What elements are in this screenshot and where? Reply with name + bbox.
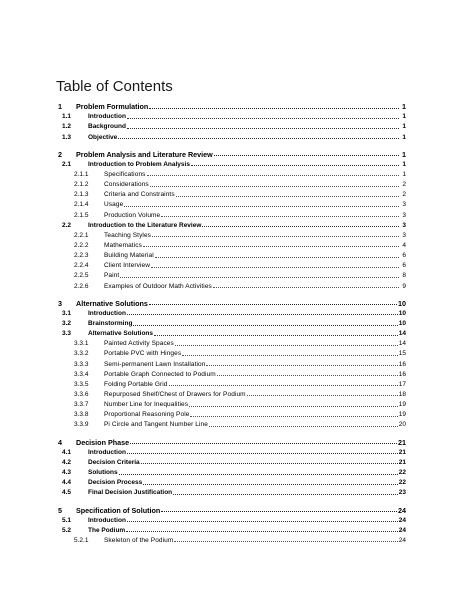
toc-entry-number: 5.1 xyxy=(56,518,88,525)
dot-leader xyxy=(130,443,397,444)
toc-entry-page-number: 10 xyxy=(398,320,406,327)
toc-entry[interactable] xyxy=(56,297,406,308)
toc-entry-label: Painted Activity Spaces xyxy=(104,340,174,348)
dot-leader xyxy=(127,453,398,454)
toc-entry-label: Portable PVC with Hinges xyxy=(104,350,182,358)
toc-entry-label: Final Decision Justification xyxy=(88,489,173,497)
toc-entry-page-number: 14 xyxy=(398,330,406,338)
toc-entry[interactable] xyxy=(56,348,406,358)
dot-leader xyxy=(152,236,399,237)
dot-leader xyxy=(191,165,399,166)
dot-leader xyxy=(151,267,399,268)
toc-entry-number: 2.1.5 xyxy=(56,213,104,220)
toc-entry[interactable] xyxy=(56,178,406,188)
toc-entry[interactable] xyxy=(56,270,406,280)
toc-entry-number: 3.3.5 xyxy=(56,382,104,389)
toc-entry-number: 3.3.7 xyxy=(56,402,104,409)
toc-entry[interactable] xyxy=(56,209,406,219)
toc-entry-page-number: 9 xyxy=(400,284,406,291)
toc-entry-number: 4.2 xyxy=(56,460,88,467)
dot-leader xyxy=(209,426,398,427)
toc-entry-page-number: 1 xyxy=(400,162,406,169)
toc-entry[interactable] xyxy=(56,219,406,229)
dot-leader xyxy=(214,155,399,156)
toc-entry-page-number: 3 xyxy=(400,233,406,240)
toc-entry-label: Repurposed Shelf/Chest of Drawers for Podium xyxy=(104,390,246,398)
toc-entry[interactable] xyxy=(56,456,406,466)
dot-leader xyxy=(149,108,399,109)
toc-entry-label: Introduction xyxy=(88,113,126,121)
dot-leader xyxy=(182,355,398,356)
dot-leader xyxy=(161,216,399,217)
toc-entry-page-number: 3 xyxy=(400,213,406,220)
toc-entry-label: Usage xyxy=(104,201,124,209)
toc-entry-number: 5 xyxy=(56,507,76,514)
toc-entry-page-number: 1 xyxy=(400,114,406,121)
dot-leader xyxy=(126,531,398,532)
toc-entry-number: 1.1 xyxy=(56,114,88,121)
toc-entry-page-number: 24 xyxy=(398,526,406,534)
toc-entry-label: Examples of Outdoor Math Activities xyxy=(104,282,212,290)
toc-entry-page-number: 17 xyxy=(398,380,406,388)
toc-entry[interactable] xyxy=(56,280,406,290)
toc-entry-number: 2.2.5 xyxy=(56,273,104,280)
toc-entry-label: The Podium xyxy=(88,526,126,534)
toc-entry-label: Number Line for Inequalities xyxy=(104,401,189,409)
toc-entry-page-number: 24 xyxy=(398,505,406,515)
toc-entry[interactable] xyxy=(56,121,406,131)
toc-entry-number: 2 xyxy=(56,151,76,158)
dot-leader xyxy=(190,416,397,417)
toc-entry[interactable] xyxy=(56,328,406,338)
toc-entry-label: Building Material xyxy=(104,252,154,260)
toc-entry-label: Production Volume xyxy=(104,211,161,219)
toc-entry-number: 1.3 xyxy=(56,135,88,142)
toc-entry-page-number: 8 xyxy=(400,273,406,280)
toc-entry-page-number: 2 xyxy=(400,182,406,189)
toc-entry-label: Portable Graph Connected to Podium xyxy=(104,370,216,378)
toc-entry[interactable] xyxy=(56,524,406,534)
dot-leader xyxy=(189,406,398,407)
dot-leader xyxy=(154,335,398,336)
toc-entry-number: 2.1.3 xyxy=(56,192,104,199)
toc-entry-number: 3.3.6 xyxy=(56,392,104,399)
dot-leader xyxy=(143,484,398,485)
toc-entry-number: 4.1 xyxy=(56,450,88,457)
toc-entry[interactable] xyxy=(56,307,406,317)
toc-entry[interactable] xyxy=(56,260,406,270)
toc-entry-number: 2.1.1 xyxy=(56,172,104,179)
toc-entry-page-number: 16 xyxy=(398,370,406,378)
toc-entry-number: 2.2 xyxy=(56,223,88,230)
toc-entry-number: 5.2 xyxy=(56,528,88,535)
toc-entry-page-number: 10 xyxy=(398,299,406,309)
toc-entry-number: 2.1.2 xyxy=(56,182,104,189)
toc-entry-page-number: 23 xyxy=(398,489,406,497)
toc-entry-page-number: 24 xyxy=(398,536,406,544)
toc-entry-number: 2.2.1 xyxy=(56,233,104,240)
toc-entry-label: Specifications xyxy=(104,170,146,178)
toc-entry-label: Semi-permanent Lawn Installation xyxy=(104,360,206,368)
toc-entry-page-number: 6 xyxy=(400,253,406,260)
toc-entry-number: 3.3.3 xyxy=(56,362,104,369)
toc-entry[interactable] xyxy=(56,368,406,378)
toc-entry-number: 3.3.8 xyxy=(56,412,104,419)
toc-entry-page-number: 10 xyxy=(398,309,406,317)
dot-leader xyxy=(127,521,398,522)
toc-entry-page-number: 20 xyxy=(398,421,406,429)
toc-entry[interactable] xyxy=(56,419,406,429)
dot-leader xyxy=(147,175,399,176)
toc-entry-number: 2.2.2 xyxy=(56,243,104,250)
toc-entry[interactable] xyxy=(56,338,406,348)
toc-entry[interactable] xyxy=(56,388,406,398)
toc-entry[interactable] xyxy=(56,168,406,178)
toc-entry[interactable] xyxy=(56,148,406,159)
toc-title: Table of Contents xyxy=(56,78,173,95)
toc-entry-label: Client Interview xyxy=(104,262,151,270)
toc-entry-number: 4.3 xyxy=(56,470,88,477)
dot-leader xyxy=(176,196,399,197)
toc-entry[interactable] xyxy=(56,503,406,514)
toc-entry-label: Introduction xyxy=(88,448,126,456)
toc-entry-label: Criteria and Constraints xyxy=(104,191,175,199)
toc-entry-number: 2.1.4 xyxy=(56,202,104,209)
dot-leader xyxy=(174,541,397,542)
dot-leader xyxy=(213,287,399,288)
toc-entry-page-number: 18 xyxy=(398,390,406,398)
toc-entry[interactable] xyxy=(56,189,406,199)
toc-entry-page-number: 4 xyxy=(400,243,406,250)
toc-entry-label: Brainstorming xyxy=(88,320,133,327)
toc-entry-page-number: 3 xyxy=(400,223,406,230)
toc-entry-label: Paint xyxy=(104,272,120,280)
dot-leader xyxy=(161,511,397,512)
toc-entry-label: Problem Formulation xyxy=(76,102,149,112)
toc-entry-label: Considerations xyxy=(104,181,149,189)
dot-leader xyxy=(169,385,398,386)
toc-entry-label: Objective xyxy=(88,133,118,141)
dot-leader xyxy=(127,314,398,315)
toc-entry-number: 3.3.1 xyxy=(56,341,104,348)
dot-leader xyxy=(150,186,399,187)
toc-entry-label: Alternative Solutions xyxy=(88,330,154,338)
toc-entry-label: Folding Portable Grid xyxy=(104,380,168,388)
toc-entry-label: Alternative Solutions xyxy=(76,299,148,309)
toc-entry[interactable] xyxy=(56,239,406,249)
dot-leader xyxy=(173,494,398,495)
toc-entry-label: Introduction xyxy=(88,309,126,317)
toc-entry-label: Teaching Styles xyxy=(104,231,152,239)
toc-entry-number: 1.2 xyxy=(56,124,88,131)
toc-entry[interactable] xyxy=(56,446,406,456)
toc-entry-page-number: 21 xyxy=(398,437,406,447)
dot-leader xyxy=(202,226,399,227)
toc-entry[interactable] xyxy=(56,534,406,544)
toc-entry[interactable] xyxy=(56,409,406,419)
dot-leader xyxy=(175,345,398,346)
toc-entry-number: 2.2.3 xyxy=(56,253,104,260)
dot-leader xyxy=(133,325,397,326)
dot-leader xyxy=(120,277,399,278)
dot-leader xyxy=(217,375,398,376)
toc-entry[interactable] xyxy=(56,317,406,327)
toc-entry-page-number: 21 xyxy=(398,458,406,466)
toc-entry-page-number: 21 xyxy=(398,448,406,456)
toc-entry-page-number: 14 xyxy=(398,340,406,348)
toc-entry[interactable] xyxy=(56,131,406,141)
toc-entry-label: Decision Criteria xyxy=(88,458,140,466)
toc-entry[interactable] xyxy=(56,487,406,497)
toc-entry[interactable] xyxy=(56,249,406,259)
toc-entry-label: Problem Analysis and Literature Review xyxy=(76,150,213,159)
toc-entry-page-number: 16 xyxy=(398,360,406,368)
toc-entry[interactable] xyxy=(56,158,406,168)
toc-entry-label: Solutions xyxy=(88,469,118,477)
toc-entry-label: Introduction to Problem Analysis xyxy=(88,160,190,168)
toc-entry-page-number: 19 xyxy=(398,401,406,409)
toc-entry[interactable] xyxy=(56,199,406,209)
dot-leader xyxy=(155,257,399,258)
dot-leader xyxy=(127,128,399,129)
toc-entry-number: 2.1 xyxy=(56,162,88,169)
toc-entry-number: 3.3.9 xyxy=(56,422,104,429)
toc-entry[interactable] xyxy=(56,229,406,239)
toc-entry-number: 4.5 xyxy=(56,490,88,497)
toc-entry-page-number: 19 xyxy=(398,411,406,419)
toc-entry-label: Specification of Solution xyxy=(76,505,161,515)
table-of-contents xyxy=(56,100,406,544)
toc-entry-page-number: 1 xyxy=(400,135,406,142)
toc-entry-page-number: 1 xyxy=(400,172,406,179)
toc-entry-label: Skeleton of the Podium xyxy=(104,536,174,544)
toc-entry-number: 2.2.6 xyxy=(56,284,104,291)
toc-entry-page-number: 22 xyxy=(398,479,406,487)
toc-entry-number: 4 xyxy=(56,439,76,446)
dot-leader xyxy=(124,206,399,207)
dot-leader xyxy=(127,118,399,119)
toc-entry-page-number: 6 xyxy=(400,263,406,270)
toc-entry-label: Pi Circle and Tangent Number Line xyxy=(104,421,208,429)
toc-entry[interactable] xyxy=(56,514,406,524)
toc-entry-number: 4.4 xyxy=(56,480,88,487)
toc-entry-page-number: 22 xyxy=(398,469,406,477)
toc-entry[interactable] xyxy=(56,100,406,111)
toc-entry-number: 3 xyxy=(56,300,76,307)
toc-entry[interactable] xyxy=(56,477,406,487)
toc-entry-page-number: 24 xyxy=(398,516,406,524)
toc-entry-page-number: 1 xyxy=(402,102,406,112)
toc-entry-label: Background xyxy=(88,123,126,131)
dot-leader xyxy=(143,246,399,247)
toc-entry-number: 1 xyxy=(56,103,76,110)
dot-leader xyxy=(206,365,397,366)
dot-leader xyxy=(118,138,399,139)
toc-entry-label: Decision Phase xyxy=(76,437,130,447)
toc-entry-label: Mathematics xyxy=(104,241,142,249)
dot-leader xyxy=(119,474,398,475)
toc-entry-label: Proportional Reasoning Pole xyxy=(104,411,190,419)
toc-entry[interactable] xyxy=(56,398,406,408)
toc-entry-number: 3.2 xyxy=(56,321,88,328)
toc-entry-number: 3.1 xyxy=(56,311,88,318)
dot-leader xyxy=(141,463,398,464)
toc-entry-number: 2.2.4 xyxy=(56,263,104,270)
toc-entry[interactable] xyxy=(56,466,406,476)
toc-entry-page-number: 3 xyxy=(400,202,406,209)
toc-entry-label: Introduction xyxy=(88,516,126,524)
toc-entry-number: 3.3.4 xyxy=(56,372,104,379)
toc-entry[interactable] xyxy=(56,358,406,368)
toc-entry[interactable] xyxy=(56,111,406,121)
toc-entry[interactable] xyxy=(56,436,406,447)
toc-entry-page-number: 1 xyxy=(400,124,406,131)
dot-leader xyxy=(149,304,397,305)
toc-entry-number: 3.3 xyxy=(56,331,88,338)
toc-entry-page-number: 15 xyxy=(398,350,406,358)
toc-entry-page-number: 2 xyxy=(400,192,406,199)
toc-entry[interactable] xyxy=(56,378,406,388)
toc-entry-label: Decision Process xyxy=(88,479,143,487)
toc-entry-number: 3.3.2 xyxy=(56,351,104,358)
dot-leader xyxy=(247,395,398,396)
toc-entry-page-number: 1 xyxy=(402,150,406,159)
toc-entry-label: Introduction to the Literature Review xyxy=(88,221,202,229)
toc-entry-number: 5.2.1 xyxy=(56,538,104,545)
